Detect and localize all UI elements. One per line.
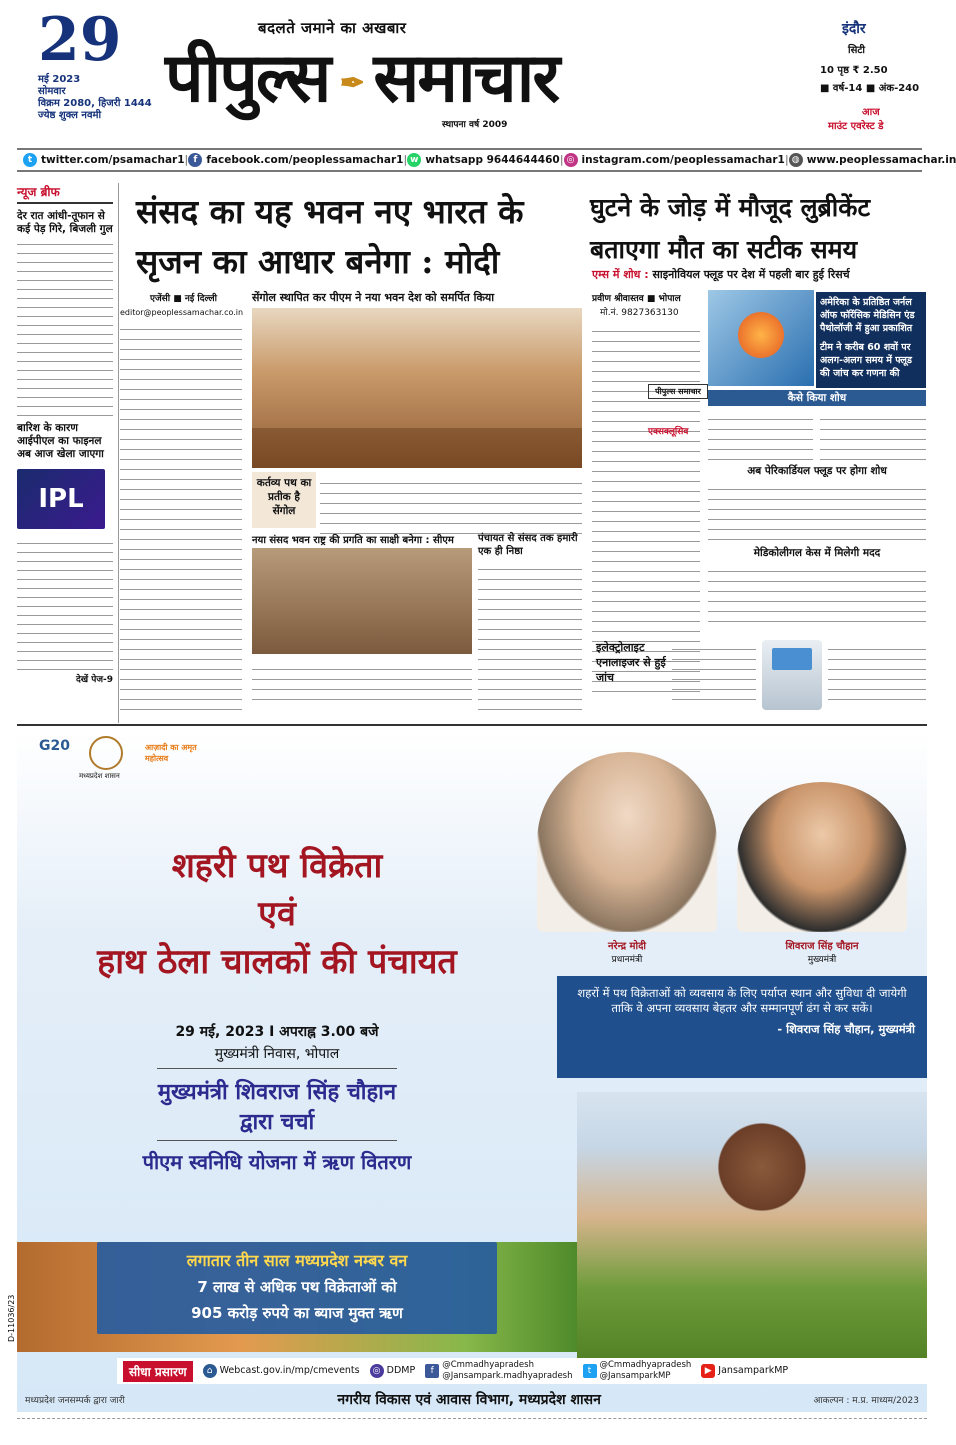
ad-datetime: 29 मई, 2023 I अपराह्न 3.00 बजे (175, 1024, 379, 1040)
social-divider: | (784, 154, 789, 166)
brief-headline-2: बारिश के कारण आईपीएल का फाइनल अब आज खेला जाएगा (17, 422, 104, 460)
mp-govt-label: मध्यप्रदेश शासन (79, 772, 120, 780)
pen-nib-icon: ✒ (339, 65, 363, 101)
mp-emblem-icon (89, 736, 123, 770)
second-brand-tag: पीपुल्स समाचार (648, 384, 708, 399)
tw-links[interactable] (583, 1360, 692, 1382)
news-brief-label: न्यूज ब्रीफ (17, 183, 113, 204)
social-link-0[interactable] (23, 153, 185, 167)
highlight-2: टीम ने करीब 60 शवों पर अलग-अलग समय में फ्लूड की जांच कर गणना की (820, 342, 912, 379)
method-col-1 (708, 410, 813, 460)
second-kicker-label: एम्स में शोध : (592, 268, 649, 281)
social-link-text: whatsapp 9644644460 (425, 154, 560, 166)
social-link-text: facebook.com/peoplessamachar1 (206, 154, 404, 166)
date-month: मई 2023 (38, 74, 81, 85)
exclusive-tag: एक्सक्लूसिव (648, 427, 689, 437)
cm-quote-text: शहरों में पथ विक्रेताओं को व्यवसाय के लिए पर्याप्त स्थान और सुविधा दी जायेगी ताकि वे अपना व्यवसाय बेहतर और सम्मानपूर्ण ढंग से कर सकें। (577, 986, 907, 1015)
lead-byline: एजेंसी ■ नई दिल्ली (150, 294, 217, 304)
today-label: आज (862, 107, 880, 118)
second-subhead-2: मेडिकोलीगल केस में मिलेगी मदद (753, 547, 881, 559)
established-year: स्थापना वर्ष 2009 (442, 120, 508, 130)
fb-handle-2: @Jansampark.madhyapradesh (442, 1371, 573, 1381)
achievement-strip (97, 1242, 497, 1334)
second-kicker-text: साइनोवियल फ्लूड पर देश में पहली बार हुई रिसर्च (652, 268, 850, 281)
column-divider (118, 183, 119, 723)
second-col-1 (592, 322, 700, 692)
edition-city: इंदौर (842, 21, 866, 37)
social-divider: | (559, 154, 564, 166)
cm-quote-box (557, 976, 927, 1078)
method-col-2 (820, 410, 926, 460)
sengol-ceremony-photo (252, 308, 582, 468)
ad-title-1: शहरी पथ विक्रेता (171, 846, 383, 886)
social-link-text: www.peoplessamachar.in (806, 154, 956, 166)
second-kicker (592, 268, 922, 282)
ad-footer (17, 1384, 927, 1414)
tagline: बदलते जमाने का अखबार (258, 19, 407, 37)
amrit-mahotsav-logo: आज़ादी का अमृत महोत्सव (145, 743, 197, 763)
brief-body-1 (17, 238, 113, 416)
live-broadcast-bar (117, 1358, 927, 1384)
ad-reference: आकल्पन : म.प्र. माध्यम/2023 (813, 1395, 919, 1406)
brief-body-2 (17, 537, 113, 670)
yt-text: JansamparkMP (718, 1365, 789, 1376)
social-link-4[interactable] (789, 153, 956, 167)
lead-photo-title: सेंगोल स्थापित कर पीएम ने नया भवन देश को समर्पित किया (252, 291, 495, 304)
second-headline: घुटने के जोड़ में मौजूद लुब्रीकेंट बताएगा मौत का सटीक समय (590, 193, 871, 264)
highlight-1: अमेरिका के प्रतिष्ठित जर्नल ऑफ फॉरेंसिक मेडिसिन एंड पैथोलॉजी में हुआ प्रकाशित (820, 297, 915, 334)
news-brief-column (17, 183, 113, 723)
second-subhead-1: अब पेरिकार्डियल फ्लूड पर होगा शोध (747, 465, 887, 477)
pages-price: 10 पृष्ठ ₹ 2.50 (820, 65, 888, 76)
lead-headline: संसद का यह भवन नए भारत के सृजन का आधार बनेगा : मोदी (136, 192, 524, 281)
logo-left: पीपुल्स (165, 38, 330, 118)
achievement-2: 7 लाख से अधिक पथ विक्रेताओं को (197, 1278, 397, 1296)
live-label-b: प्रसारण (154, 1364, 187, 1379)
ad-department: नगरीय विकास एवं आवास विभाग, मध्यप्रदेश शासन (337, 1391, 601, 1408)
lead-col-3 (478, 560, 582, 710)
analyzer-text-2 (828, 640, 926, 700)
edition-type: सिटी (848, 45, 865, 56)
brief-headline-1: देर रात आंधी-तूफान से कई पेड़ गिरे, बिजली गुल (17, 210, 113, 235)
lead-col-1 (120, 320, 242, 710)
brief-more-link[interactable]: देखें पेज-9 (75, 675, 113, 685)
analyzer-title: इलेक्ट्रोलाइट एनालाइजर से हुई जांच (596, 641, 666, 684)
twitter-icon: t (583, 1364, 597, 1378)
globe-icon: ◍ (789, 153, 803, 167)
lead-photo2-title: नया संसद भवन राष्ट्र की प्रगति का साक्षी बनेगा : सीएम (252, 535, 454, 546)
twitter-icon: t (23, 153, 37, 167)
youtube-icon: ▶ (701, 1364, 715, 1378)
tw-handle-2: @JansamparkMP (599, 1371, 671, 1381)
yt-link[interactable] (701, 1364, 788, 1378)
volume-issue: ■ वर्ष-14 ■ अंक-240 (820, 83, 920, 94)
lead-email: editor@peoplessamachar.co.in (120, 308, 244, 317)
second-sub1-text (708, 480, 926, 540)
social-link-text: instagram.com/peoplessamachar1 (581, 154, 785, 166)
second-mobile: मो.नं. 9827363130 (600, 308, 679, 318)
date-day: 29 (38, 5, 122, 75)
achievement-3: 905 करोड़ रुपये का ब्याज मुक्त ऋण (191, 1304, 403, 1322)
ddmp-text: DDMP (386, 1365, 416, 1376)
webcast-icon: ⌂ (203, 1364, 217, 1378)
logo-right: समाचार (373, 38, 559, 118)
ad-host-1: मुख्यमंत्री शिवराज सिंह चौहान (157, 1079, 397, 1105)
fb-handle-1: @Cmmadhyapradesh (442, 1360, 534, 1370)
cm-quote-author: - शिवराज सिंह चौहान, मुख्यमंत्री (777, 1022, 915, 1036)
facebook-icon: f (425, 1364, 439, 1378)
date-tithi: ज्येष्ठ शुक्ल नवमी (38, 110, 102, 121)
government-advertisement (7, 732, 927, 1412)
lead-subhead: पंचायत से संसद तक हमारी एक ही निष्ठा (478, 533, 578, 557)
webcast-text: Webcast.gov.in/mp/cmevents (219, 1365, 360, 1376)
social-link-3[interactable] (564, 153, 785, 167)
ddmp-icon: ◎ (370, 1364, 384, 1378)
analyzer-text (672, 640, 756, 700)
page-bottom-border (17, 1418, 927, 1438)
newspaper-logo (165, 40, 558, 122)
ad-scheme: पीएम स्वनिधि योजना में ऋण वितरण (142, 1150, 412, 1174)
live-label-a: सीधा (129, 1364, 151, 1379)
cm-chouhan-photo (737, 782, 907, 932)
pm-modi-photo (537, 752, 717, 932)
ad-venue: मुख्यमंत्री निवास, भोपाल (214, 1046, 340, 1062)
fb-links[interactable] (425, 1360, 572, 1382)
whatsapp-icon: w (407, 153, 421, 167)
second-byline: प्रवीण श्रीवास्तव ■ भोपाल (592, 294, 681, 304)
live-label (123, 1361, 193, 1382)
social-links-bar (17, 148, 956, 172)
ad-host-2: द्वारा चर्चा (239, 1109, 315, 1135)
cm-parliament-photo (252, 548, 472, 654)
lead-photo2-text (252, 660, 472, 700)
knee-joint-image (708, 290, 814, 386)
ipl-logo: IPL (17, 469, 105, 529)
electrolyte-analyzer-image (762, 640, 822, 710)
achievement-1: लगातार तीन साल मध्यप्रदेश नम्बर वन (186, 1251, 408, 1270)
lead-quote-box: कर्तव्य पथ का प्रतीक है सेंगोल (252, 472, 316, 528)
pm-name: नरेन्द्र मोदी (608, 941, 646, 952)
method-box-title: कैसे किया शोध (708, 390, 926, 406)
masthead (0, 0, 945, 146)
ddmp-link[interactable] (370, 1364, 416, 1378)
date-calendar: विक्रम 2080, हिजरी 1444 (38, 98, 152, 109)
webcast-link[interactable] (203, 1364, 360, 1378)
social-divider: | (184, 154, 189, 166)
second-highlights (816, 292, 926, 388)
ad-title-2: एवं (258, 894, 296, 934)
lead-caption-text (320, 474, 582, 534)
ad-separator (17, 724, 927, 726)
ad-code: D-11036/23 (7, 1294, 16, 1342)
second-sub2-text (708, 562, 926, 622)
today-day: माउंट एवरेस्ट डे (828, 121, 884, 132)
cm-name: शिवराज सिंह चौहान (785, 941, 859, 952)
cm-role: मुख्यमंत्री (807, 955, 837, 965)
social-divider: | (403, 154, 408, 166)
social-link-text: twitter.com/psamachar1 (41, 154, 185, 166)
pm-role: प्रधानमंत्री (611, 955, 643, 965)
tw-handle-1: @Cmmadhyapradesh (599, 1360, 692, 1370)
instagram-icon: ◎ (564, 153, 578, 167)
ad-issued-by: मध्यप्रदेश जनसम्पर्क द्वारा जारी (25, 1395, 125, 1406)
g20-logo: G20 (39, 738, 70, 754)
social-link-1[interactable] (188, 153, 403, 167)
vendor-photo (577, 1092, 927, 1372)
ad-title-3: हाथ ठेला चालकों की पंचायत (97, 942, 457, 982)
social-link-2[interactable] (407, 153, 559, 167)
date-weekday: सोमवार (38, 86, 66, 97)
facebook-icon: f (188, 153, 202, 167)
